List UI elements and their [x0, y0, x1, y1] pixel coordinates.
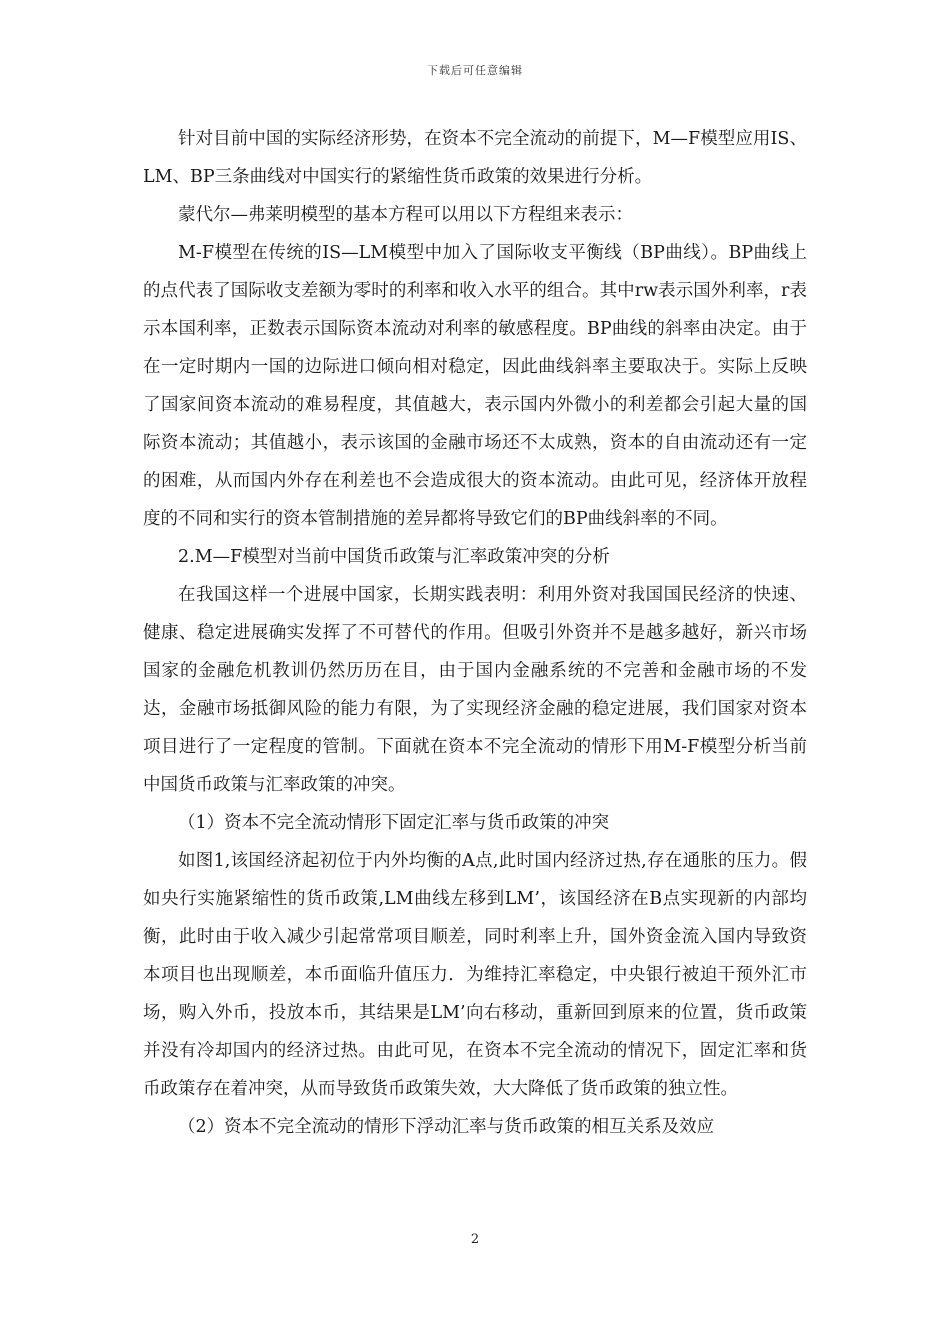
document-body	[143, 120, 807, 1146]
section-heading: 2.M—F模型对当前中国货币政策与汇率政策冲突的分析	[178, 547, 610, 567]
page-number: 2	[470, 1232, 480, 1247]
paragraph: 如图1,该国经济起初位于内外均衡的A点,此时国内经济过热,存在通胀的压力。假如央行实施紧缩性的货币政策,LM曲线左移到LM’，该国经济在B点实现新的内部均衡，此时由于收入减少引起常常项目顺差，同时利率上升，国外资金流入国内导致资本项目也出现顺差，本币面临升值压力．为维持汇率稳定，中央银行被迫干预外汇市场，购入外币，投放本币，其结果是LM’向右移动，重新回到原来的位置，货币政策并没有冷却国内的经济过热。由此可见，在资本不完全流动的情况下，固定汇率和货币政策存在着冲突，从而导致货币政策失效，大大降低了货币政策的独立性。	[143, 851, 807, 1099]
paragraph: 在我国这样一个进展中国家，长期实践表明：利用外资对我国国民经济的快速、健康、稳定进展确实发挥了不可替代的作用。但吸引外资并不是越多越好，新兴市场国家的金融危机教训仍然历历在目，由于国内金融系统的不完善和金融市场的不发达，金融市场抵御风险的能力有限，为了实现经济金融的稳定进展，我们国家对资本项目进行了一定程度的管制。下面就在资本不完全流动的情形下用M-F模型分析当前中国货币政策与汇率政策的冲突。	[143, 585, 807, 795]
subsection-heading: （1）资本不完全流动情形下固定汇率与货币政策的冲突	[178, 813, 610, 833]
subsection-heading: （2）资本不完全流动的情形下浮动汇率与货币政策的相互关系及效应	[178, 1117, 715, 1137]
paragraph: 蒙代尔—弗莱明模型的基本方程可以用以下方程组来表示：	[178, 205, 633, 225]
paragraph: M-F模型在传统的IS—LM模型中加入了国际收支平衡线（BP曲线）。BP曲线上的点代表了国际收支差额为零时的利率和收入水平的组合。其中rw表示国外利率，r表示本国利率，正数表示国际资本流动对利率的敏感程度。BP曲线的斜率由决定。由于在一定时期内一国的边际进口倾向相对稳定，因此曲线斜率主要取决于。实际上反映了国家间资本流动的难易程度，其值越大，表示国内外微小的利差都会引起大量的国际资本流动；其值越小，表示该国的金融市场还不太成熟，资本的自由流动还有一定的困难，从而国内外存在利差也不会造成很大的资本流动。由此可见，经济体开放程度的不同和实行的资本管制措施的差异都将导致它们的BP曲线斜率的不同。	[143, 243, 807, 529]
paragraph: 针对目前中国的实际经济形势，在资本不完全流动的前提下，M—F模型应用IS、LM、BP三条曲线对中国实行的紧缩性货币政策的效果进行分析。	[143, 129, 807, 187]
page-header: 下载后可任意编辑	[427, 64, 523, 77]
